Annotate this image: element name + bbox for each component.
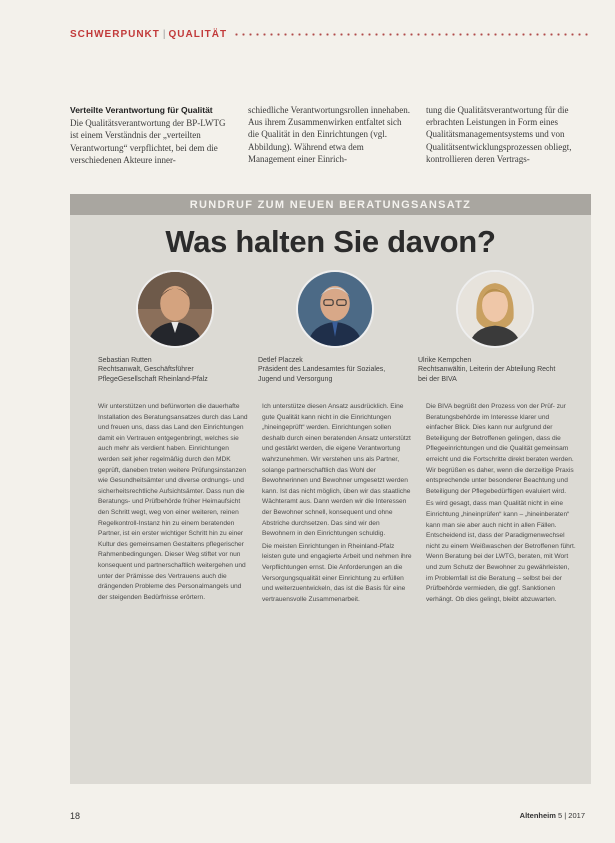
section-separator: | xyxy=(162,28,166,40)
quote-paragraph: Es wird gesagt, dass man Qualität nicht in eine Einrichtung „hineinprüfen“ kann – „hineinberaten“ kann man sie aber auch nicht in allen Fällen. Entscheidend ist, dass der Paradigmenwechsel nicht zu einem Weißwaschen der Betroffenen führt. Wenn Beratung bei der LWTG, beraten, mit Wort und zum Schutz der Bewohner zu gewährleisten, im Problemfall ist die Beratung – selbst bei der Prüfbehörde vermieden, die ggf. Sanktionen verhängt. Ob dies gelingt, bleibt abzuwarten. xyxy=(426,500,576,603)
avatar xyxy=(136,270,214,348)
publication-issue: 5 | 2017 xyxy=(558,811,585,820)
survey-banner-text: RUNDRUF ZUM NEUEN BERATUNGSANSATZ xyxy=(189,198,472,211)
portrait-woman-icon xyxy=(458,272,532,346)
person-caption xyxy=(418,356,558,384)
page-number: 18 xyxy=(70,811,81,821)
avatar xyxy=(296,270,374,348)
portrait-man-1-icon xyxy=(138,272,212,346)
quote-column-rutten xyxy=(98,402,250,607)
person-placzek xyxy=(256,270,416,384)
intro-column-1-text: Die Qualitätsverantwortung der BP-LWTG ist einem Verständnis der „verteilten Verantwortung“ verpflichtet, bei dem die verschiedenen Akteure inner- xyxy=(70,118,226,165)
person-name: Sebastian Rutten xyxy=(98,357,152,364)
publication-name: Altenheim xyxy=(519,811,556,820)
dotted-rule xyxy=(233,33,590,36)
person-caption xyxy=(98,356,238,384)
intro-subheading: Verteilte Verantwortung für Qualität xyxy=(70,105,213,115)
quote-paragraph: Die meisten Einrichtungen in Rheinland-Pfalz leisten gute und engagierte Arbeit und nehmen ihre Verpflichtungen ernst. Die Anforderungen an die Versorgungsqualität einer Einrichtung zu erfüllen und weiterzuentwickeln, das ist die Basis für eine vertrauensvolle Zusammenarbeit. xyxy=(262,542,412,603)
quote-column-kempchen xyxy=(426,402,578,607)
person-caption xyxy=(258,356,398,384)
person-name: Ulrike Kempchen xyxy=(418,357,472,364)
person-rutten xyxy=(96,270,256,384)
intro-text xyxy=(70,104,590,166)
person-role: Rechtsanwalt, Geschäftsführer PflegeGesellschaft Rheinland-Pfalz xyxy=(98,366,208,383)
person-kempchen xyxy=(416,270,576,384)
section-topic: QUALITÄT xyxy=(168,28,228,40)
section-header xyxy=(70,27,590,41)
publication-footer xyxy=(520,811,585,820)
person-name: Detlef Placzek xyxy=(258,357,303,364)
quote-paragraph: Ich unterstütze diesen Ansatz ausdrücklich. Eine gute Qualität kann nicht in die Einrichtungen „hineingeprüft“ werden. Einrichtungen sollen deshalb durch einen beratenden Ansatz unterstützt und gestärkt werden, die eigene Verantwortung wahrzunehmen. Wir verstehen uns als Partner, solange partnerschaftlich das Wohl der Bewohnerinnen und Bewohner umgesetzt werden kann. Ist das nicht möglich, üben wir das staatliche Wächteramt aus. Dann werden wir die Interessen der Bewohner schnell, konsequent und ohne Abstriche durchsetzen. Das sind wir den Bewohnern in den Einrichtungen schuldig. xyxy=(262,403,411,538)
quote-column-placzek xyxy=(262,402,414,607)
intro-column-1 xyxy=(70,104,234,166)
survey-title: Was halten Sie davon? xyxy=(165,224,496,259)
survey-box xyxy=(70,194,591,784)
survey-banner xyxy=(70,194,591,215)
person-role: Rechtsanwältin, Leiterin der Abteilung Recht bei der BIVA xyxy=(418,366,556,383)
person-row xyxy=(96,270,576,384)
intro-column-3: tung die Qualitätsverantwortung für die erbrachten Leistungen in Form eines Qualitätsmanagementsystems und von Qualitätsentwicklungsprozessen obliegt, kontrollieren deren Vertrags- xyxy=(426,105,572,164)
quote-paragraph: Wir unterstützen und befürworten die dauerhafte Installation des Beratungsansatzes durch das Land und freuen uns, dass das Land den Einrichtungen damit ein Vertrauen entgegenbringt, welches sie auch mehr als verdient haben. Einrichtungen werden seit jeher regelmäßig durch den MDK geprüft, daneben treten weitere Prüfungsinstanzen wie Gesundheitsämter und diverse ordnungs- und sicherheitsrechtliche Aufsichtsämter. Dass nun die Beratungs- und Prüfbehörde früher Heimaufsicht den Schritt wegt, weg von einer weiteren, reinen Regelkontroll-Instanz hin zu einem beratenden Partner, ist ein erster wichtiger Schritt hin zu einer Kultur des gemeinsamen Gestaltens pflegerischer Rahmenbedingungen. Dieser Weg stiftet vor nun konsequent und partnerschaftlich weitergehen und unter der Prämisse des Vertrauens auch die drängenden Probleme des Personalmangels und der steigenden Bedürfnisse erörtern. xyxy=(98,403,248,601)
section-kicker: SCHWERPUNKT xyxy=(70,28,160,40)
quote-paragraph: Die BIVA begrüßt den Prozess von der Prüf- zur Beratungsbehörde im Interesse klarer und einfacher Blick. Dies kann nur aufgrund der Beteiligung der Betroffenen gelingen, dass die Pflegeeinrichtungen und die Qualität gemeinsam erreicht und die Fortschritte direkt beraten werden. Wir begrüßen es daher, wenn die derzeitige Praxis entsprechende unter besonderer Beachtung und Beteiligung der Pflegebedürftigen evaluiert wird. xyxy=(426,403,574,495)
intro-column-2: schiedliche Verantwortungsrollen innehaben. Aus ihrem Zusammenwirken entfaltet sich die Qualität in den Einrichtungen (vgl. Abbildung). Während etwa dem Management einer Einrich- xyxy=(248,105,411,164)
quote-columns xyxy=(98,402,578,607)
avatar xyxy=(456,270,534,348)
portrait-man-2-icon xyxy=(298,272,372,346)
person-role: Präsident des Landesamtes für Soziales, Jugend und Versorgung xyxy=(258,366,386,383)
